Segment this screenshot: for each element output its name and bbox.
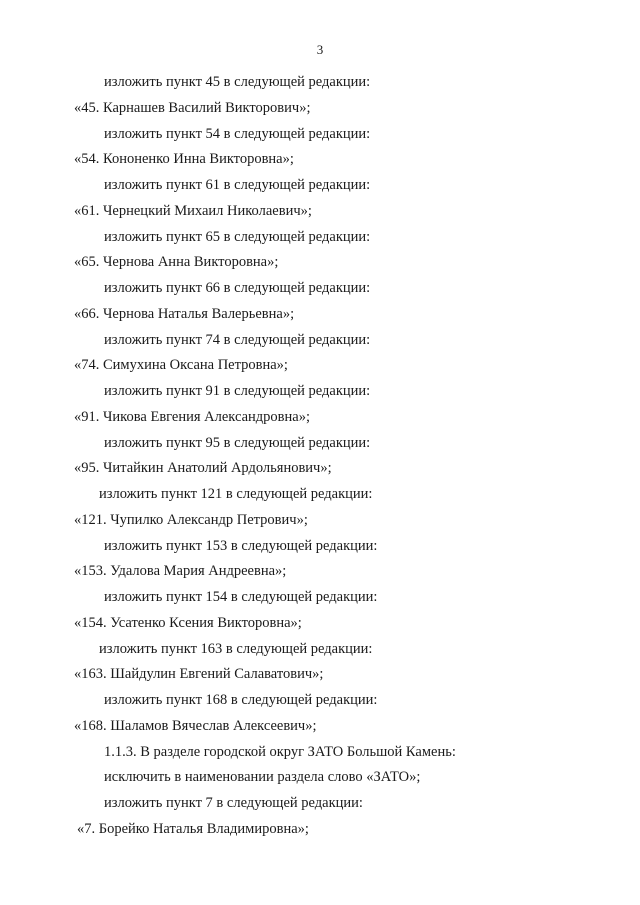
item-line: «95. Читайкин Анатолий Ардольянович»; (74, 460, 332, 477)
instruction-line: изложить пункт 163 в следующей редакции: (99, 640, 373, 657)
instruction-line: изложить пункт 54 в следующей редакции: (104, 125, 371, 142)
item-line: «66. Чернова Наталья Валерьевна»; (74, 305, 295, 322)
section-heading-line: 1.1.3. В разделе городской округ ЗАТО Большой Камень: (104, 743, 456, 760)
item-line: «61. Чернецкий Михаил Николаевич»; (74, 202, 312, 219)
instruction-line: изложить пункт 45 в следующей редакции: (104, 74, 371, 90)
item-line: «91. Чикова Евгения Александровна»; (74, 408, 311, 425)
instruction-line: изложить пункт 74 в следующей редакции: (104, 331, 371, 348)
instruction-line: изложить пункт 168 в следующей редакции: (104, 692, 378, 708)
item-line: «74. Симухина Оксана Петровна»; (74, 357, 288, 374)
item-line: «54. Кононенко Инна Викторовна»; (74, 151, 294, 168)
instruction-line: изложить пункт 154 в следующей редакции: (104, 589, 378, 605)
instruction-line: изложить пункт 61 в следующей редакции: (104, 177, 371, 193)
item-line: «154. Усатенко Ксения Викторовна»; (74, 614, 302, 631)
item-line: «153. Удалова Мария Андреевна»; (74, 563, 287, 580)
item-line: «163. Шайдулин Евгений Салаватович»; (74, 666, 324, 683)
instruction-line: изложить пункт 65 в следующей редакции: (104, 228, 371, 245)
item-line: «121. Чупилко Александр Петрович»; (74, 511, 308, 528)
instruction-line: исключить в наименовании раздела слово «ЗАТО»; (104, 769, 421, 786)
instruction-line: изложить пункт 7 в следующей редакции: (104, 795, 363, 811)
page-number: 3 (316, 42, 324, 57)
item-line: «7. Борейко Наталья Владимировна»; (77, 820, 309, 837)
item-line: «168. Шаламов Вячеслав Алексеевич»; (74, 717, 317, 734)
item-line: «65. Чернова Анна Викторовна»; (74, 254, 279, 271)
instruction-line: изложить пункт 121 в следующей редакции: (99, 486, 373, 502)
document-body (0, 70, 640, 843)
instruction-line: изложить пункт 95 в следующей редакции: (104, 434, 371, 451)
instruction-line: изложить пункт 66 в следующей редакции: (104, 280, 371, 296)
instruction-line: изложить пункт 91 в следующей редакции: (104, 383, 371, 399)
instruction-line: изложить пункт 153 в следующей редакции: (104, 537, 378, 554)
item-line: «45. Карнашев Василий Викторович»; (74, 99, 311, 116)
